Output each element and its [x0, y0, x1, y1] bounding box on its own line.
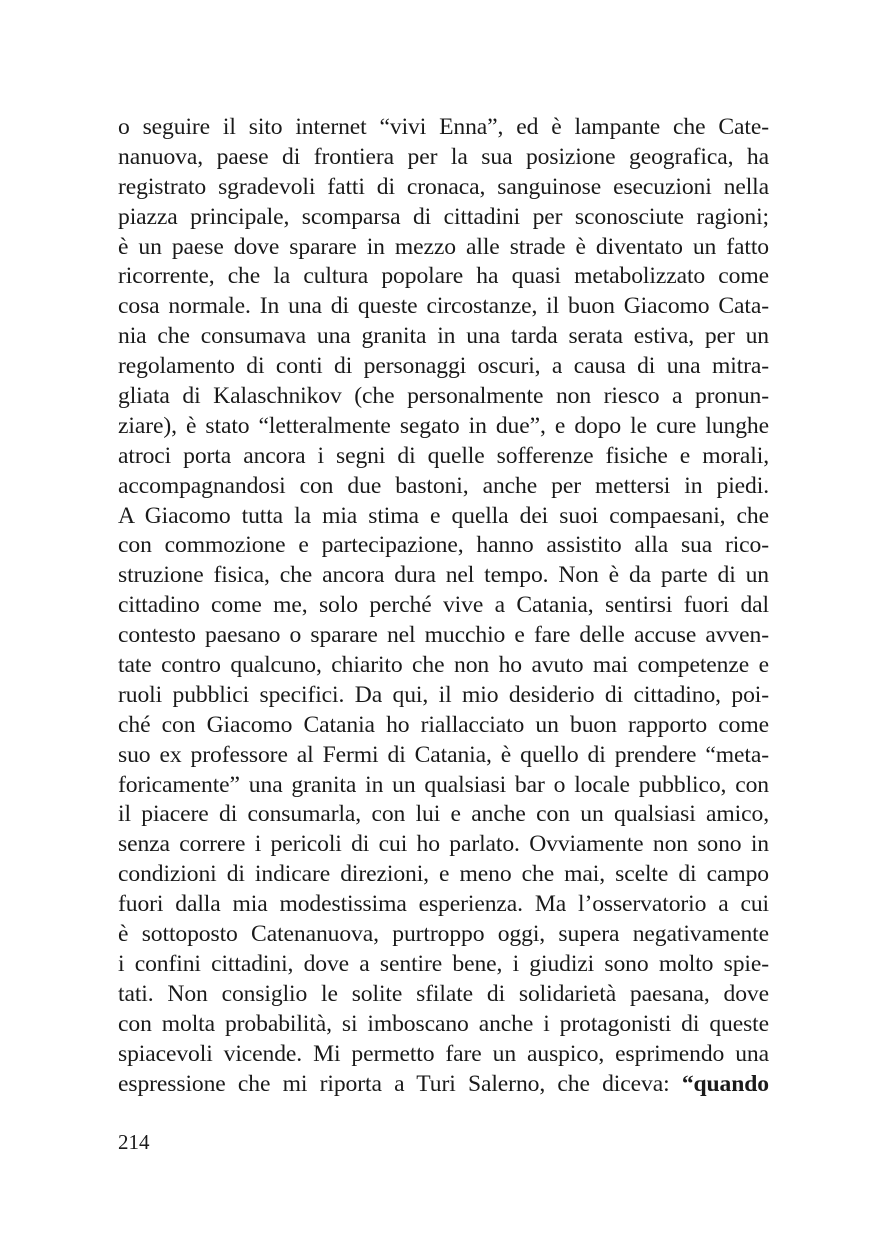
- text-line: ché con Giacomo Catania ho riallacciato un buon rapporto come: [118, 711, 769, 738]
- text-line: cosa normale. In una di queste circostanze, il buon Giacomo Cata-: [118, 293, 769, 320]
- text-line: spiacevoli vicende. Mi permetto fare un auspico, esprimendo una: [118, 1040, 769, 1067]
- text-line: cittadino come me, solo perché vive a Catania, sentirsi fuori dal: [118, 592, 769, 619]
- text-line: con molta probabilità, si imboscano anche i protagonisti di queste: [118, 1010, 769, 1037]
- text-line: atroci porta ancora i segni di quelle sofferenze fisiche e morali,: [118, 442, 769, 469]
- text-line: condizioni di indicare direzioni, e meno che mai, scelte di campo: [118, 861, 769, 888]
- text-line: è un paese dove sparare in mezzo alle strade è diventato un fatto: [118, 233, 769, 260]
- body-text: [118, 113, 769, 1099]
- quote-opening-bold: “quando: [681, 1070, 769, 1097]
- text-line: ziare), è stato “letteralmente segato in due”, e dopo le cure lunghe: [118, 412, 769, 439]
- text-line: A Giacomo tutta la mia stima e quella dei suoi compaesani, che: [118, 502, 769, 529]
- text-line-last: [118, 1070, 769, 1100]
- text-line: i confini cittadini, dove a sentire bene, i giudizi sono molto spie-: [118, 950, 769, 977]
- text-line: è sottoposto Catenanuova, purtroppo oggi, supera negativamente: [118, 921, 769, 948]
- text-line: contesto paesano o sparare nel mucchio e fare delle accuse avven-: [118, 622, 769, 649]
- text-line: gliata di Kalaschnikov (che personalmente non riesco a pronun-: [118, 383, 769, 410]
- text-line: ricorrente, che la cultura popolare ha quasi metabolizzato come: [118, 263, 769, 290]
- text-line: struzione fisica, che ancora dura nel tempo. Non è da parte di un: [118, 562, 769, 589]
- text-line-last-lead: espressione che mi riporta a Turi Salerno, che diceva:: [118, 1070, 682, 1097]
- text-line: tati. Non consiglio le solite sfilate di solidarietà paesana, dove: [118, 980, 769, 1007]
- text-line: fuori dalla mia modestissima esperienza. Ma l’osservatorio a cui: [118, 891, 769, 918]
- text-line: il piacere di consumarla, con lui e anche con un qualsiasi amico,: [118, 801, 769, 828]
- text-line: regolamento di conti di personaggi oscuri, a causa di una mitra-: [118, 353, 769, 380]
- text-line: foricamente” una granita in un qualsiasi bar o locale pubblico, con: [118, 771, 769, 798]
- page-number: 214: [118, 1130, 150, 1154]
- text-line: ruoli pubblici specifici. Da qui, il mio desiderio di cittadino, poi-: [118, 681, 769, 708]
- text-line: suo ex professore al Fermi di Catania, è quello di prendere “meta-: [118, 741, 769, 768]
- text-line: tate contro qualcuno, chiarito che non ho avuto mai competenze e: [118, 652, 769, 679]
- text-line: o seguire il sito internet “vivi Enna”, ed è lampante che Cate-: [118, 114, 769, 140]
- text-line: con commozione e partecipazione, hanno assistito alla sua rico-: [118, 532, 769, 559]
- text-line: registrato sgradevoli fatti di cronaca, sanguinose esecuzioni nella: [118, 173, 769, 200]
- text-line: piazza principale, scomparsa di cittadini per sconosciute ragioni;: [118, 203, 769, 230]
- text-line: nanuova, paese di frontiera per la sua posizione geografica, ha: [118, 143, 769, 170]
- text-line: accompagnandosi con due bastoni, anche per mettersi in piedi.: [118, 472, 769, 499]
- text-line: senza correre i pericoli di cui ho parlato. Ovviamente non sono in: [118, 831, 769, 858]
- text-line: nia che consumava una granita in una tarda serata estiva, per un: [118, 323, 769, 350]
